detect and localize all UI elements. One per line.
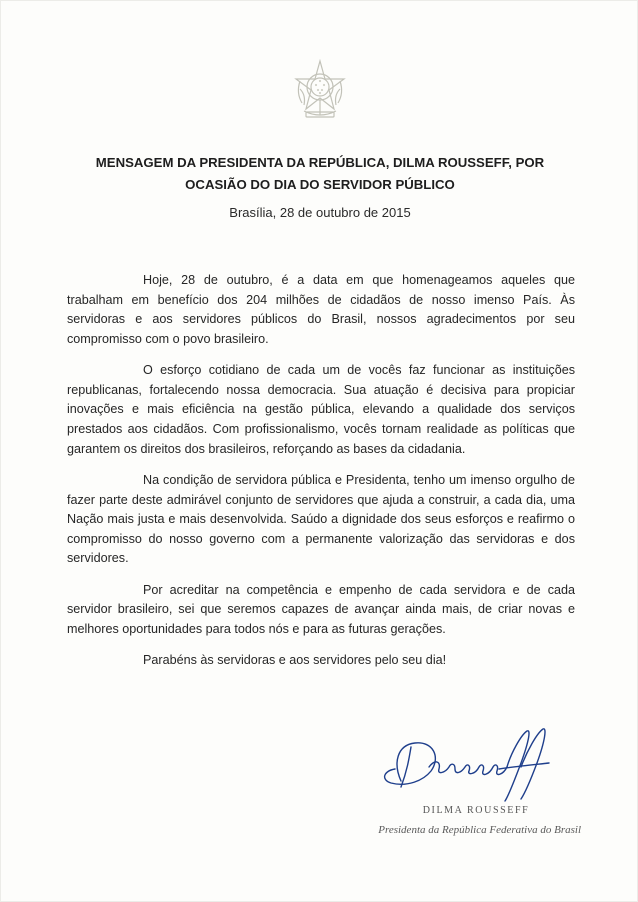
paragraph-1: Hoje, 28 de outubro, é a data em que homenageamos aqueles que trabalham em benefício dos 204 milhões de cidadãos de nosso imenso País. Às servidoras e aos servidores públicos do Brasil, nossos agradecimentos por seu compromisso com o povo brasileiro. (67, 273, 575, 346)
paragraph-3: Na condição de servidora pública e Presidenta, tenho um imenso orgulho de fazer parte deste admirável conjunto de servidores que ajuda a construir, a cada dia, uma Nação mais justa e mais desenvolvida. Saúdo a dignidade dos seus esforços e reafirmo o compromisso do nosso governo com a permanente valorização das servidoras e dos servidores. (67, 472, 575, 566)
letter-body (67, 271, 575, 683)
document-date: Brasília, 28 de outubro de 2015 (229, 205, 411, 220)
coat-of-arms-icon (292, 59, 348, 121)
paragraph-5: Parabéns às servidoras e aos servidores pelo seu dia! (143, 653, 447, 668)
document-title-line1: MENSAGEM DA PRESIDENTA DA REPÚBLICA, DILMA ROUSSEFF, POR (95, 155, 545, 170)
paragraph-2: O esforço cotidiano de cada um de vocês faz funcionar as instituições republicanas, fortalecendo nossa democracia. Sua atuação é decisiva para propiciar inovações e mais eficiência na gestão pública, elevando a qualidade dos serviços prestados aos cidadãos. Com profissionalismo, vocês tornam realidade as políticas que garantem os direitos dos brasileiros, reforçando as bases da cidadania. (67, 363, 575, 456)
handwritten-signature (371, 723, 571, 805)
paragraph-4: Por acreditar na competência e empenho de cada servidora e de cada servidor brasileiro, sei que seremos capazes de avançar ainda mais, de criar novas e melhores oportunidades para todos nós e para as futuras gerações. (67, 582, 575, 636)
document-title-line2: OCASIÃO DO DIA DO SERVIDOR PÚBLICO (185, 177, 455, 192)
signatory-name: DILMA ROUSSEFF (422, 805, 530, 816)
signatory-title: Presidenta da República Federativa do Brasil (378, 824, 581, 836)
